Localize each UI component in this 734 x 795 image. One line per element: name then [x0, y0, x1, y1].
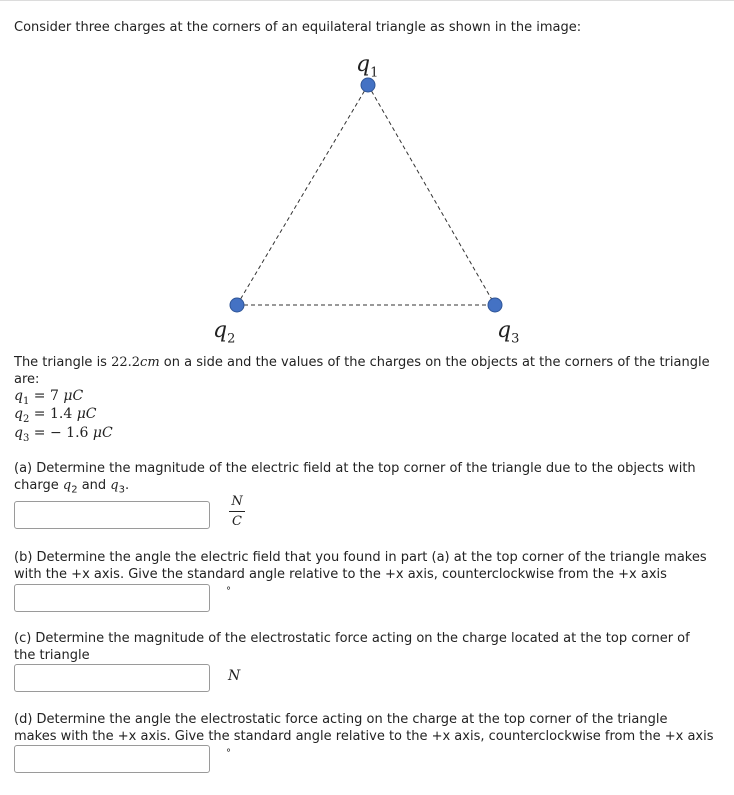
question-b-line1: (b) Determine the angle the electric field that you found in part (a) at the top corner of the triangle makes	[14, 550, 707, 565]
answer-d-input[interactable]	[14, 745, 210, 773]
question-a-line2: charge $q_2$ and $q_3$.	[14, 478, 130, 496]
label-q3: $q_3$	[497, 318, 520, 347]
charge-q2-value: $q_2 = 1.4$ μC	[14, 406, 97, 425]
charge-q3-value: $q_3$ = − 1.6 μC	[14, 425, 113, 444]
unit-d-degree: °	[226, 748, 231, 759]
triangle-figure	[0, 40, 734, 380]
edge-left	[237, 85, 368, 305]
description-line2: are:	[14, 372, 40, 387]
answer-b-input[interactable]	[14, 584, 210, 612]
charge-q3-dot	[488, 298, 502, 312]
answer-a-input[interactable]	[14, 501, 210, 529]
question-c-line2: the triangle	[14, 648, 90, 663]
unit-c: N	[228, 668, 241, 684]
charge-q2-dot	[230, 298, 244, 312]
question-c-line1: (c) Determine the magnitude of the electrostatic force acting on the charge located at the top corner of	[14, 631, 690, 646]
top-divider	[0, 0, 734, 1]
question-d-line1: (d) Determine the angle the electrostatic force acting on the charge at the top corner of the triangle	[14, 712, 668, 727]
unit-a-denominator: C	[232, 514, 242, 529]
intro-text: Consider three charges at the corners of an equilateral triangle as shown in the image:	[14, 20, 582, 35]
question-a-line1: (a) Determine the magnitude of the electric field at the top corner of the triangle due to the objects with	[14, 461, 696, 476]
unit-a-fraction	[229, 494, 245, 529]
answer-c-input[interactable]	[14, 664, 210, 692]
charge-q1-value: $q_1 = 7$ μC	[14, 388, 84, 407]
question-b-line2: with the +x axis. Give the standard angle relative to the +x axis, counterclockwise from the +x axis	[14, 567, 667, 582]
description-line1: The triangle is 22.2cm on a side and the values of the charges on the objects at the corners of the triangle	[14, 355, 710, 370]
label-q2: $q_2$	[213, 318, 236, 347]
unit-b-degree: °	[226, 586, 231, 597]
fraction-bar	[229, 511, 245, 512]
label-q1: $q_1$	[356, 52, 379, 81]
edge-right	[368, 85, 495, 305]
question-d-line2: makes with the +x axis. Give the standard angle relative to the +x axis, counterclockwise from the +x axis	[14, 729, 714, 744]
unit-a-numerator: N	[231, 494, 243, 509]
